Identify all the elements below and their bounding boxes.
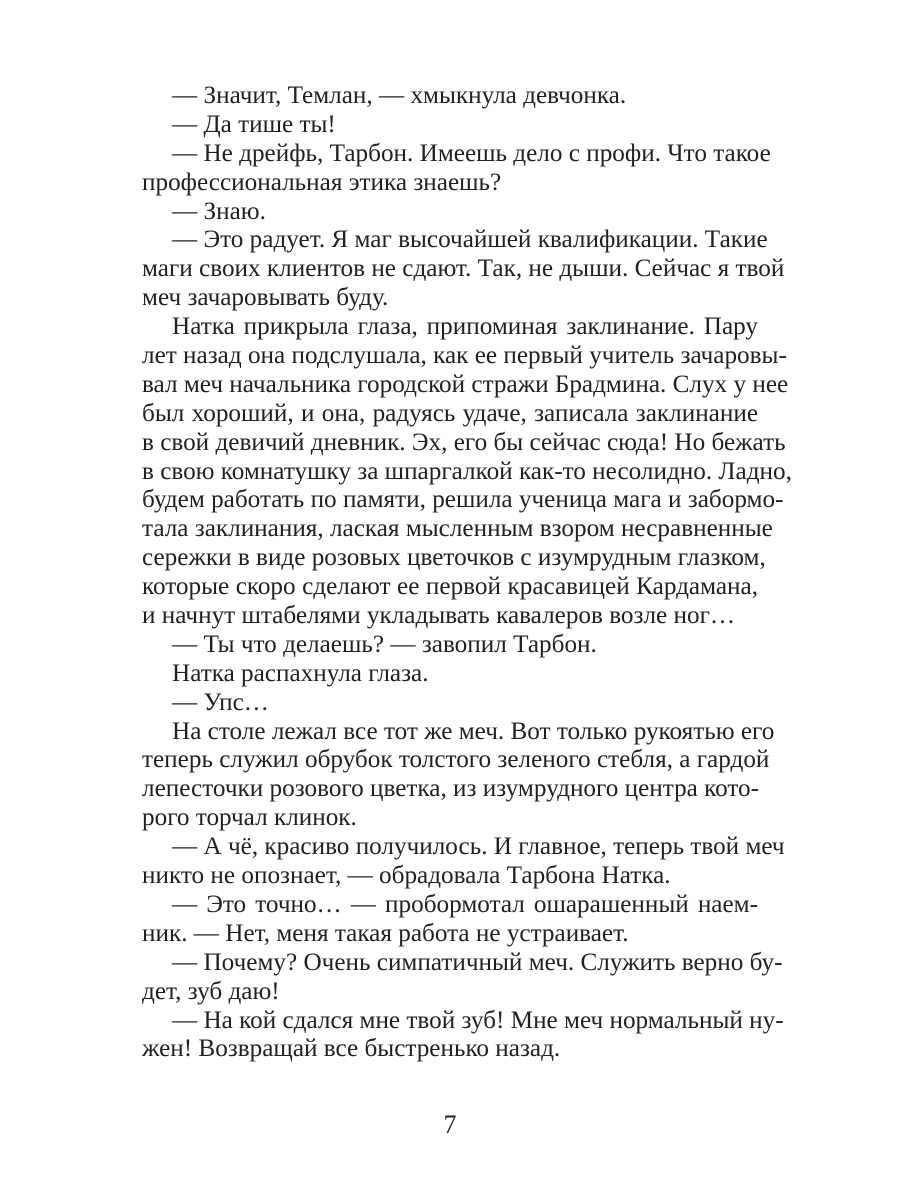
text-line: лепесточки розового цветка, из изумрудного центра кото-	[142, 775, 760, 803]
text-line: и начнут штабелями укладывать кавалеров возле ног…	[142, 602, 736, 630]
text-line: — А чё, красиво получилось. И главное, теперь твой меч	[172, 833, 785, 861]
text-line: — На кой сдался мне твой зуб! Мне меч нормальный ну-	[172, 1006, 784, 1034]
text-line: рого торчал клинок.	[142, 804, 357, 832]
text-line: дет, зуб даю!	[142, 977, 280, 1005]
text-line: вал меч начальника городской стражи Брадмина. Слух у нее	[142, 370, 789, 398]
text-line: На столе лежал все тот же меч. Вот только рукоятью его	[172, 717, 775, 745]
text-line: никто не опознает, — обрадовала Тарбона Натка.	[142, 862, 671, 890]
text-line: в свою комнатушку за шпаргалкой как-то несолидно. Ладно,	[142, 457, 792, 485]
text-line: профессиональная этика знаешь?	[142, 168, 502, 196]
text-line: ник. — Нет, меня такая работа не устраивает.	[142, 919, 629, 947]
text-line: Натка распахнула глаза.	[172, 659, 429, 687]
text-line: маги своих клиентов не сдают. Так, не дыши. Сейчас я твой	[142, 255, 785, 283]
text-line: меч зачаровывать буду.	[142, 284, 389, 312]
text-line: — Знаю.	[172, 197, 266, 225]
text-line: будем работать по памяти, решила ученица мага и забормо-	[142, 486, 784, 514]
text-line: в свой девичий дневник. Эх, его бы сейчас сюда! Но бежать	[142, 428, 786, 456]
text-line: — Значит, Темлан, — хмыкнула девчонка.	[172, 82, 627, 109]
text-line: — Это радует. Я маг высочайшей квалификации. Такие	[172, 226, 768, 254]
page-number: 7	[443, 1110, 457, 1139]
text-line: — Не дрейфь, Тарбон. Имеешь дело с профи. Что такое	[172, 139, 771, 167]
text-line: — Упс…	[172, 688, 269, 716]
text-line: сережки в виде розовых цветочков с изумрудным глазком,	[142, 544, 766, 572]
text-line: — Ты что делаешь? — завопил Тарбон.	[172, 630, 597, 658]
text-line: которые скоро сделают ее первой красавицей Кардамана,	[142, 573, 758, 601]
text-line: Натка прикрыла глаза, припоминая заклинание. Пару	[172, 313, 758, 341]
text-line: был хороший, и она, радуясь удаче, записала заклинание	[142, 399, 758, 427]
text-line: жен! Возвращай все быстренько назад.	[142, 1035, 561, 1063]
text-line: — Да тише ты!	[172, 110, 336, 138]
text-line: лет назад она подслушала, как ее первый учитель зачаровы-	[142, 342, 787, 370]
text-line: теперь служил обрубок толстого зеленого стебля, а гардой	[142, 746, 770, 774]
text-line: тала заклинания, лаская мысленным взором несравненные	[142, 515, 773, 543]
text-line: — Это точно… — пробормотал ошарашенный наем-	[172, 890, 758, 918]
text-line: — Почему? Очень симпатичный меч. Служить верно бу-	[172, 948, 783, 976]
body-text	[142, 82, 792, 1064]
